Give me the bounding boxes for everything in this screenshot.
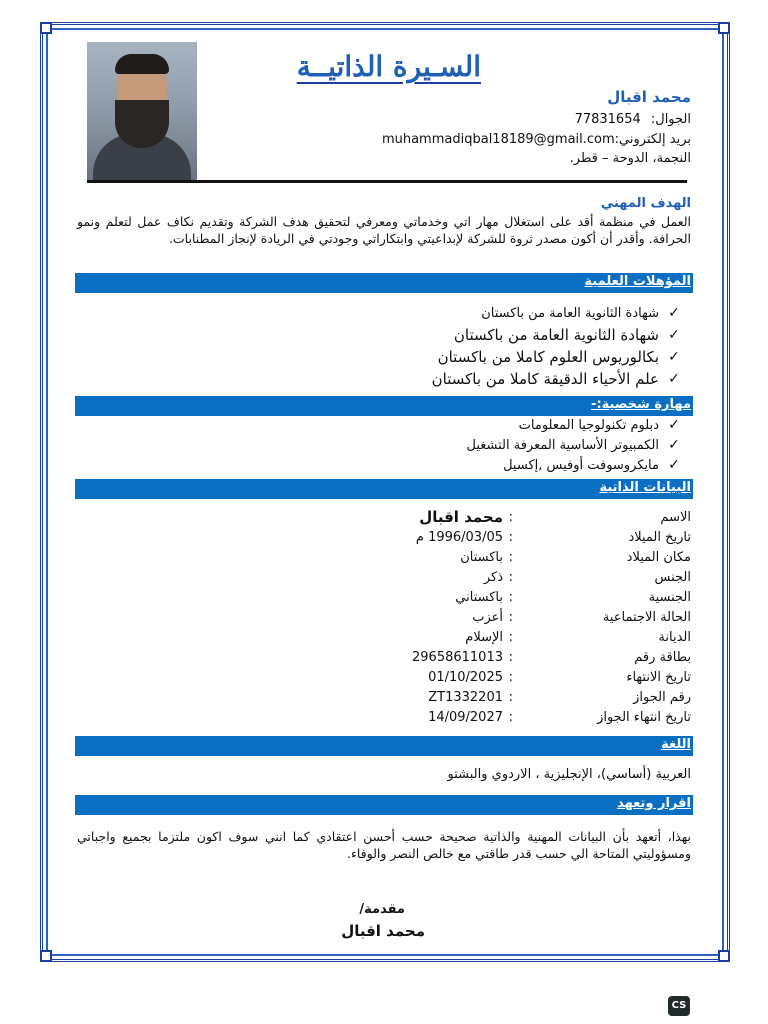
table-row: مكان الميلاد : باكستان: [460, 550, 691, 565]
table-row: رقم الجواز : ZT1332201: [428, 690, 691, 705]
address-line: النجمة، الدوحة – قطر.: [569, 151, 691, 166]
applicant-name: محمد اقبال: [607, 88, 691, 106]
table-row: الجنس : ذكر: [483, 570, 691, 585]
checkmark-icon: ✓: [668, 349, 680, 365]
list-item: ✓ شهادة الثانوية العامة من باكستان: [481, 305, 680, 321]
table-row: تاريخ انتهاء الجواز : 14/09/2027: [428, 710, 691, 725]
declaration-text: بهذا، أتعهد بأن البيانات المهنية والذاتية صحيحة حسب أحسن اعتقادي كما انني سوف اكون ملتزما بجميع واجباتي ومسؤوليتي المتاحة الي حسب قدر طاقتي مع خالص النصر والوفاء.: [77, 829, 691, 861]
table-row: الحالة الاجتماعية : أعزب: [472, 610, 691, 625]
objective-text: العمل في منظمة أقد على استغلال مهار اتي وخدماتي ومعرفي لتحقيق هدف الشركة وتقديم نكاف عمل لتعلم ونمو الحرافة. وأقدر أن أكون مصدر ثروة للشركة لإبداعيتي وابتكاراتي وجودتي في الريادة لإنجاز المطنابات.: [77, 214, 691, 246]
table-row: تاريخ الميلاد : 1996/03/05 م: [415, 530, 691, 545]
phone-number: 77831654: [574, 112, 641, 127]
list-item: ✓ مايكروسوفت أوفيس ,إكسيل: [503, 457, 680, 473]
checkmark-icon: ✓: [668, 417, 680, 433]
corner-ornament-top-left: [40, 22, 52, 34]
objective-heading: الهدف المهني: [600, 196, 691, 211]
signature-label: مقدمة/: [359, 902, 405, 917]
email-line: [382, 132, 691, 147]
email-address[interactable]: muhammadiqbal18189@gmail.com: [381, 132, 615, 147]
corner-ornament-bottom-left: [40, 950, 52, 962]
table-row: الجنسية : باكستاني: [455, 590, 691, 605]
language-bar: [75, 736, 693, 756]
qualifications-list: [432, 302, 681, 390]
list-item: ✓ دبلوم تكنولوجيا المعلومات: [518, 417, 680, 433]
list-item: ✓ الكمبيوتر الأساسية المعرفة التشغيل: [466, 437, 680, 453]
email-label: بريد إلكتروني:: [614, 132, 691, 147]
camscanner-logo: CS: [668, 996, 690, 1016]
phone-label: الجوال:: [650, 112, 691, 127]
language-text: العربية (أساسي)، الإنجليزية ، الاردوي والبشتو: [447, 767, 691, 782]
skills-list: [466, 415, 681, 475]
declaration-heading: اقرار وتعهد: [617, 796, 691, 811]
resume-content: [75, 30, 693, 960]
skills-bar: [75, 396, 693, 416]
qualifications-bar: [75, 273, 693, 293]
page-title: السـيرة الذاتيــة: [296, 50, 481, 83]
list-item: ✓ بكالوريوس العلوم كاملا من باكستان: [437, 348, 680, 366]
phone-line: [575, 112, 691, 127]
table-row: الديانة : الإسلام: [465, 630, 691, 645]
checkmark-icon: ✓: [668, 371, 680, 387]
list-item: ✓ شهادة الثانوية العامة من باكستان: [453, 326, 680, 344]
language-heading: اللغة: [661, 737, 691, 752]
corner-ornament-top-right: [718, 22, 730, 34]
table-row: تاريخ الانتهاء : 01/10/2025: [428, 670, 691, 685]
checkmark-icon: ✓: [668, 437, 680, 453]
declaration-bar: [75, 795, 693, 815]
personal-bar: [75, 479, 693, 499]
corner-ornament-bottom-right: [718, 950, 730, 962]
qualifications-heading: المؤهلات العلمية: [584, 274, 691, 289]
checkmark-icon: ✓: [668, 327, 680, 343]
personal-heading: البيانات الذاتية: [599, 480, 691, 495]
signature-name: محمد اقبال: [341, 922, 425, 940]
header-divider: [87, 180, 687, 183]
checkmark-icon: ✓: [668, 305, 680, 321]
table-row: الاسم : محمد اقبال: [419, 508, 691, 526]
list-item: ✓ علم الأحياء الدقيقة كاملا من باكستان: [431, 370, 680, 388]
skills-heading: مهارة شخصية:-: [591, 397, 691, 412]
checkmark-icon: ✓: [668, 457, 680, 473]
profile-photo: [87, 42, 197, 180]
table-row: بطاقة رقم : 29658611013: [412, 650, 691, 665]
